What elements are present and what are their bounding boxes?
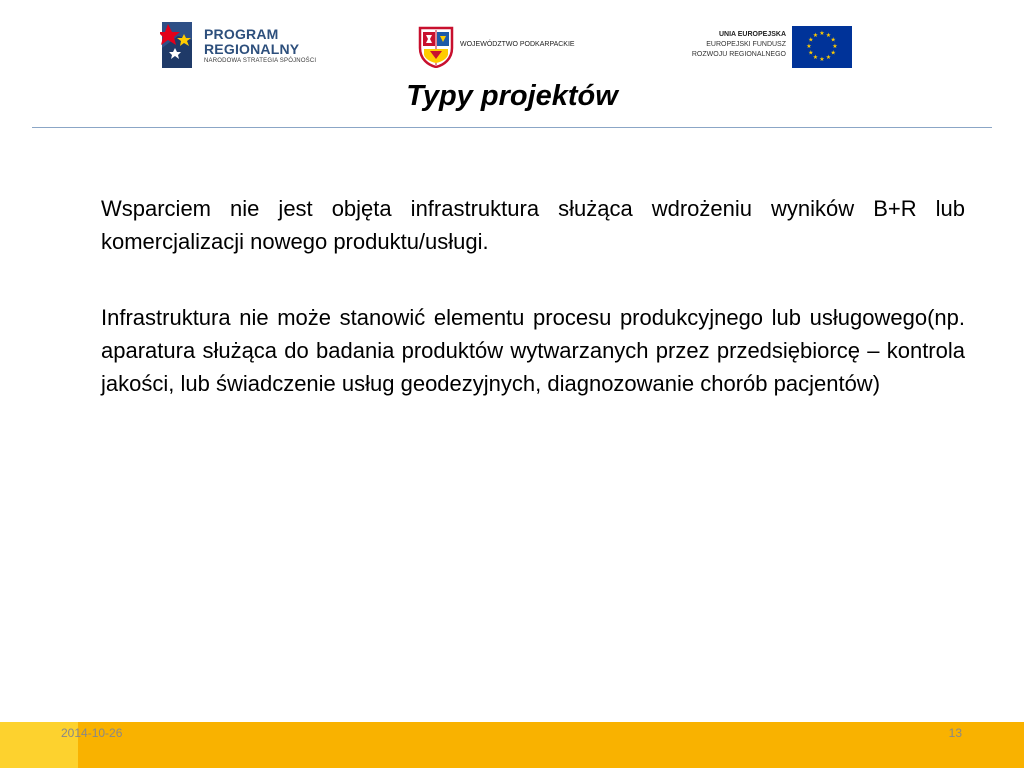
slide-number: 13 (948, 726, 962, 740)
footer-date: 2014-10-26 (61, 726, 123, 740)
eu-flag-icon (792, 26, 852, 68)
svg-text:★: ★ (830, 36, 836, 44)
slide-title: Typy projektów (406, 80, 618, 112)
svg-text:★: ★ (825, 54, 832, 62)
unia-europejska-logo (680, 26, 854, 70)
slide-body (101, 192, 965, 443)
logo-bar (0, 0, 1024, 80)
svg-text:★: ★ (830, 49, 836, 57)
wojewodztwo-name: WOJEWÓDZTWO PODKARPACKIE (460, 41, 575, 48)
program-regionalny-wordmark: PROGRAM REGIONALNY (204, 26, 300, 57)
svg-text:★: ★ (806, 43, 812, 50)
body-paragraph-2: Infrastruktura nie może stanowić elementu procesu produkcyjnego lub usługowego(np. aparatura służąca do badania produktów wytwarzanych przez przedsiębiorcę – kontrola jakości, lub świadczenie usług geodezyjnych, diagnozowanie chorób pacjentów) (101, 305, 965, 396)
svg-text:★: ★ (832, 43, 838, 50)
wojewodztwo-podkarpackie-logo (418, 26, 618, 70)
program-regionalny-logo (160, 18, 340, 74)
title-divider (32, 127, 992, 128)
program-regionalny-emblem-icon (160, 18, 196, 72)
svg-text:★: ★ (812, 31, 819, 39)
svg-text:★: ★ (808, 36, 814, 44)
footer-band (0, 722, 1024, 768)
svg-text:★: ★ (819, 30, 825, 37)
wojewodztwo-crest-icon (418, 26, 454, 68)
svg-text:★: ★ (812, 54, 819, 62)
svg-text:★: ★ (808, 49, 814, 57)
eu-fund-label: UNIA EUROPEJSKA EUROPEJSKI FUNDUSZ ROZWOJU REGIONALNEGO (691, 31, 786, 58)
body-paragraph-1: Wsparciem nie jest objęta infrastruktura służąca wdrożeniu wyników B+R lub komercjalizacji nowego produktu/usługi. (101, 196, 965, 254)
program-regionalny-tagline: NARODOWA STRATEGIA SPÓJNOŚCI (204, 58, 317, 64)
svg-text:★: ★ (825, 31, 832, 39)
svg-text:★: ★ (819, 56, 825, 63)
